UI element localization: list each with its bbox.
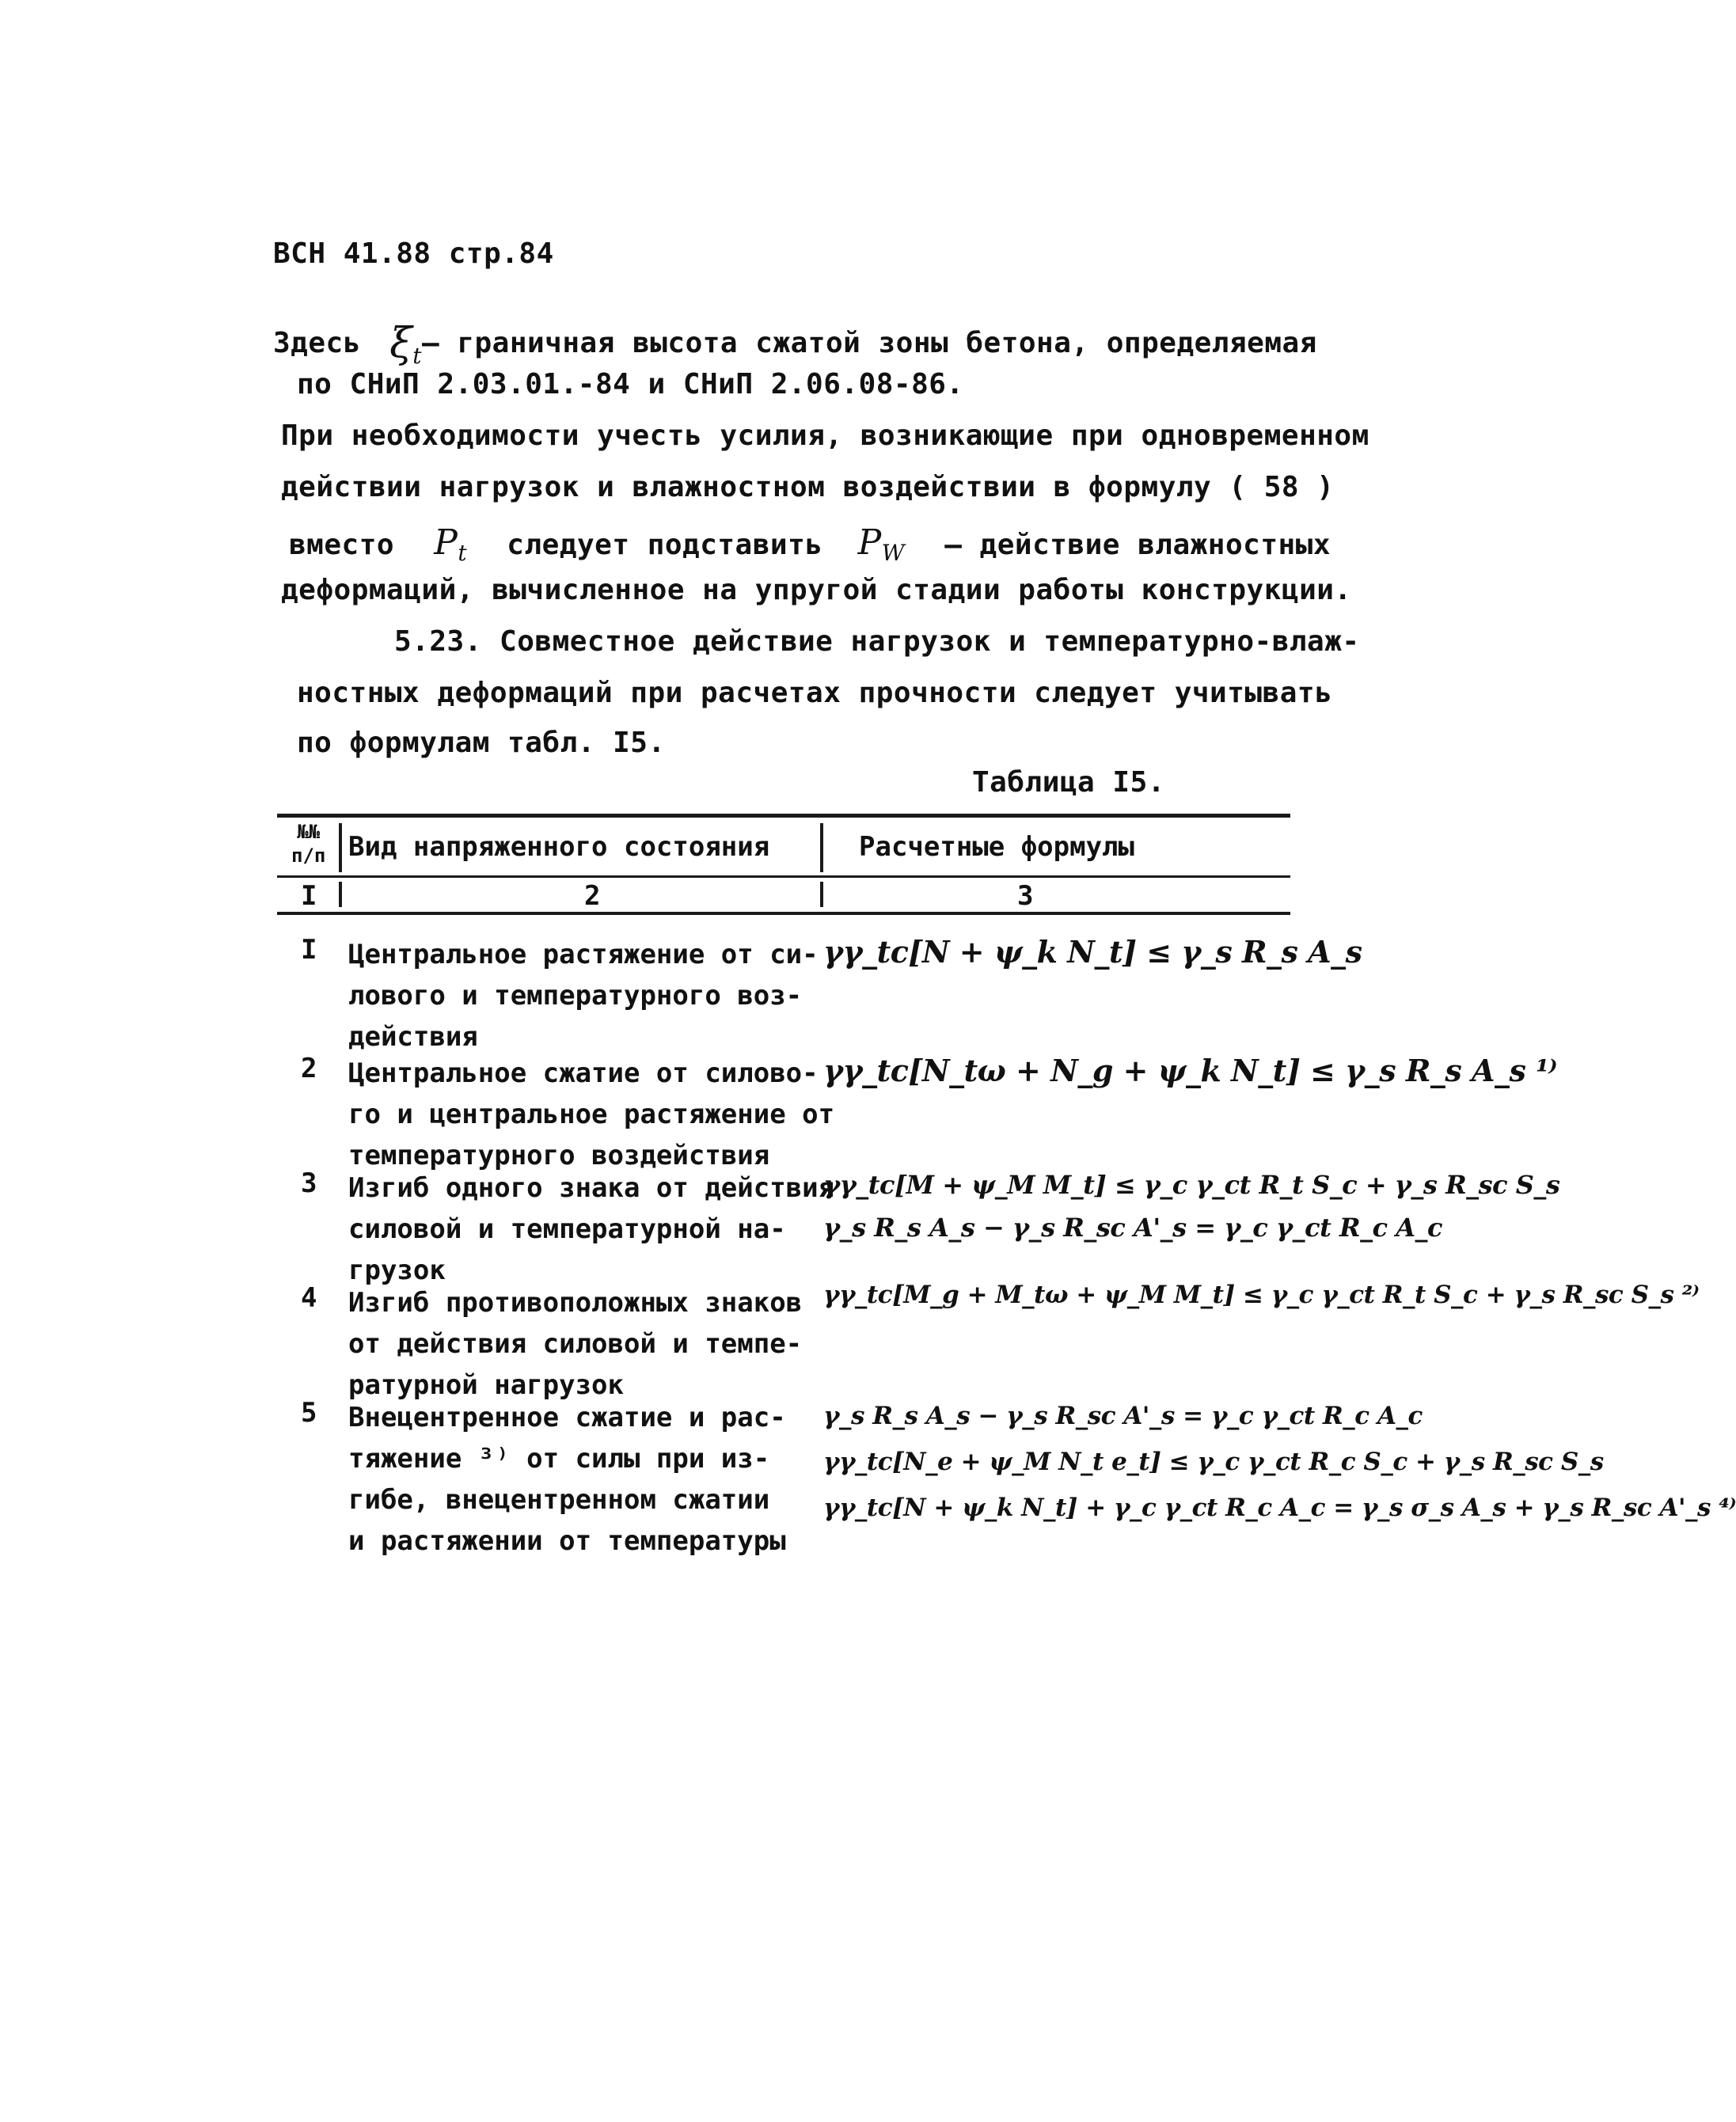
row-desc-line: температурного воздействия bbox=[348, 1140, 770, 1171]
intro-zdes: Здесь bbox=[273, 327, 361, 359]
table-caption: Таблица I5. bbox=[972, 766, 1165, 799]
row-description bbox=[348, 1167, 834, 1291]
row-formula: γγ_tc[M + ψ_M M_t] ≤ γ_c γ_ct R_t S_c + γ_s R_sc S_s bbox=[823, 1170, 1560, 1200]
row-num: 2 bbox=[301, 1053, 317, 1084]
row-formula: γ_s R_s A_s − γ_s R_sc A'_s = γ_c γ_ct R_c A_c bbox=[823, 1213, 1443, 1243]
header-num-line1: №№ bbox=[297, 821, 321, 843]
row-desc-line: го и центральное растяжение от bbox=[348, 1099, 835, 1130]
row-desc-line: грузок bbox=[348, 1255, 446, 1286]
para1-podstavit: следует подставить bbox=[507, 529, 823, 561]
col1-divider-numrow bbox=[339, 882, 342, 907]
row-description bbox=[348, 1053, 834, 1176]
header-num-line2: п/п bbox=[291, 845, 326, 867]
row-desc-line: Центральное сжатие от силово- bbox=[348, 1057, 819, 1089]
row-desc-line: тяжение ³⁾ от силы при из- bbox=[348, 1443, 770, 1475]
intro-line-1 bbox=[273, 315, 1317, 370]
para1-vmesto: вместо bbox=[289, 529, 395, 561]
row-description bbox=[348, 934, 819, 1057]
row-formula-group bbox=[823, 1163, 1559, 1249]
table-top-rule bbox=[277, 814, 1290, 818]
para1-line-4: деформаций, вычисленное на упругой стадии работы конструкции. bbox=[281, 574, 1352, 606]
row-desc-line: от действия силовой и темпе- bbox=[348, 1328, 803, 1360]
row-formula-group bbox=[823, 1393, 1736, 1531]
colnum-1: I bbox=[301, 880, 317, 912]
table-colnum-rule bbox=[277, 912, 1290, 915]
xi-subscript: t bbox=[412, 343, 422, 370]
row-desc-line: гибе, внецентренном сжатии bbox=[348, 1484, 770, 1516]
para1-line-1: При необходимости учесть усилия, возникающие при одновременном bbox=[281, 419, 1369, 452]
col2-divider bbox=[820, 823, 823, 872]
row-formula: γ_s R_s A_s − γ_s R_sc A'_s = γ_c γ_ct R_c A_c bbox=[823, 1402, 1423, 1430]
row-num: 5 bbox=[301, 1397, 317, 1429]
row-formula: γγ_tc[N_e + ψ_M N_t e_t] ≤ γ_c γ_ct R_c S_c + γ_s R_sc S_s bbox=[823, 1448, 1604, 1476]
row-num: 4 bbox=[301, 1282, 317, 1314]
p-w-subscript: W bbox=[881, 540, 906, 567]
row-formula: γγ_tc[N + ψ_k N_t] ≤ γ_s R_s A_s bbox=[823, 934, 1362, 970]
row-formula: γγ_tc[N + ψ_k N_t] + γ_c γ_ct R_c A_c = γ_s σ_s A_s + γ_s R_sc A'_s ⁴⁾ bbox=[823, 1494, 1736, 1522]
intro-line-2: по СНиП 2.03.01.-84 и СНиП 2.06.08-86. bbox=[297, 368, 964, 400]
para1-deistvie: – действие влажностных bbox=[944, 529, 1331, 561]
p-t-subscript: t bbox=[458, 540, 468, 567]
row-desc-line: силовой и температурной на- bbox=[348, 1213, 786, 1245]
xi-symbol: ξ bbox=[389, 320, 413, 367]
para2-line-3: по формулам табл. I5. bbox=[297, 727, 666, 759]
colnum-2: 2 bbox=[584, 880, 601, 912]
row-description bbox=[348, 1282, 802, 1406]
row-desc-line: и растяжении от температуры bbox=[348, 1525, 786, 1557]
colnum-3: 3 bbox=[1017, 880, 1034, 912]
header-col2: Вид напряженного состояния bbox=[348, 831, 770, 863]
row-formula: γγ_tc[N_tω + N_g + ψ_k N_t] ≤ γ_s R_s A_s ¹⁾ bbox=[823, 1053, 1558, 1088]
row-num: 3 bbox=[301, 1167, 317, 1199]
row-formula: γγ_tc[M_g + M_tω + ψ_M M_t] ≤ γ_c γ_ct R_t S_c + γ_s R_sc S_s ²⁾ bbox=[823, 1281, 1700, 1309]
row-desc-line: Центральное растяжение от си- bbox=[348, 939, 819, 970]
header-num bbox=[291, 820, 325, 867]
para2-line-2: ностных деформаций при расчетах прочности следует учитывать bbox=[297, 677, 1333, 709]
row-desc-line: лового и температурного воз- bbox=[348, 980, 803, 1012]
para2-line-1: 5.23. Совместное действие нагрузок и температурно-влаж- bbox=[394, 625, 1360, 658]
p-t-symbol: P bbox=[434, 522, 458, 563]
col2-divider-numrow bbox=[820, 882, 823, 907]
col1-divider bbox=[339, 823, 342, 872]
row-num: I bbox=[301, 934, 317, 966]
p-w-symbol: P bbox=[857, 522, 882, 563]
header-col3: Расчетные формулы bbox=[859, 831, 1134, 863]
row-desc-line: Изгиб противоположных знаков bbox=[348, 1287, 803, 1319]
table-header-rule bbox=[277, 875, 1290, 878]
row-desc-line: Внецентренное сжатие и рас- bbox=[348, 1402, 786, 1433]
intro-line-1-rest: – граничная высота сжатой зоны бетона, определяемая bbox=[421, 327, 1317, 359]
row-description bbox=[348, 1397, 786, 1562]
para1-line-2: действии нагрузок и влажностном воздействии в формулу ( 58 ) bbox=[281, 471, 1335, 503]
row-desc-line: действия bbox=[348, 1021, 478, 1053]
row-desc-line: Изгиб одного знака от действия bbox=[348, 1172, 835, 1204]
page-header: ВСН 41.88 стр.84 bbox=[273, 237, 554, 270]
row-desc-line: ратурной нагрузок bbox=[348, 1369, 624, 1401]
para1-line-3 bbox=[289, 522, 1331, 566]
